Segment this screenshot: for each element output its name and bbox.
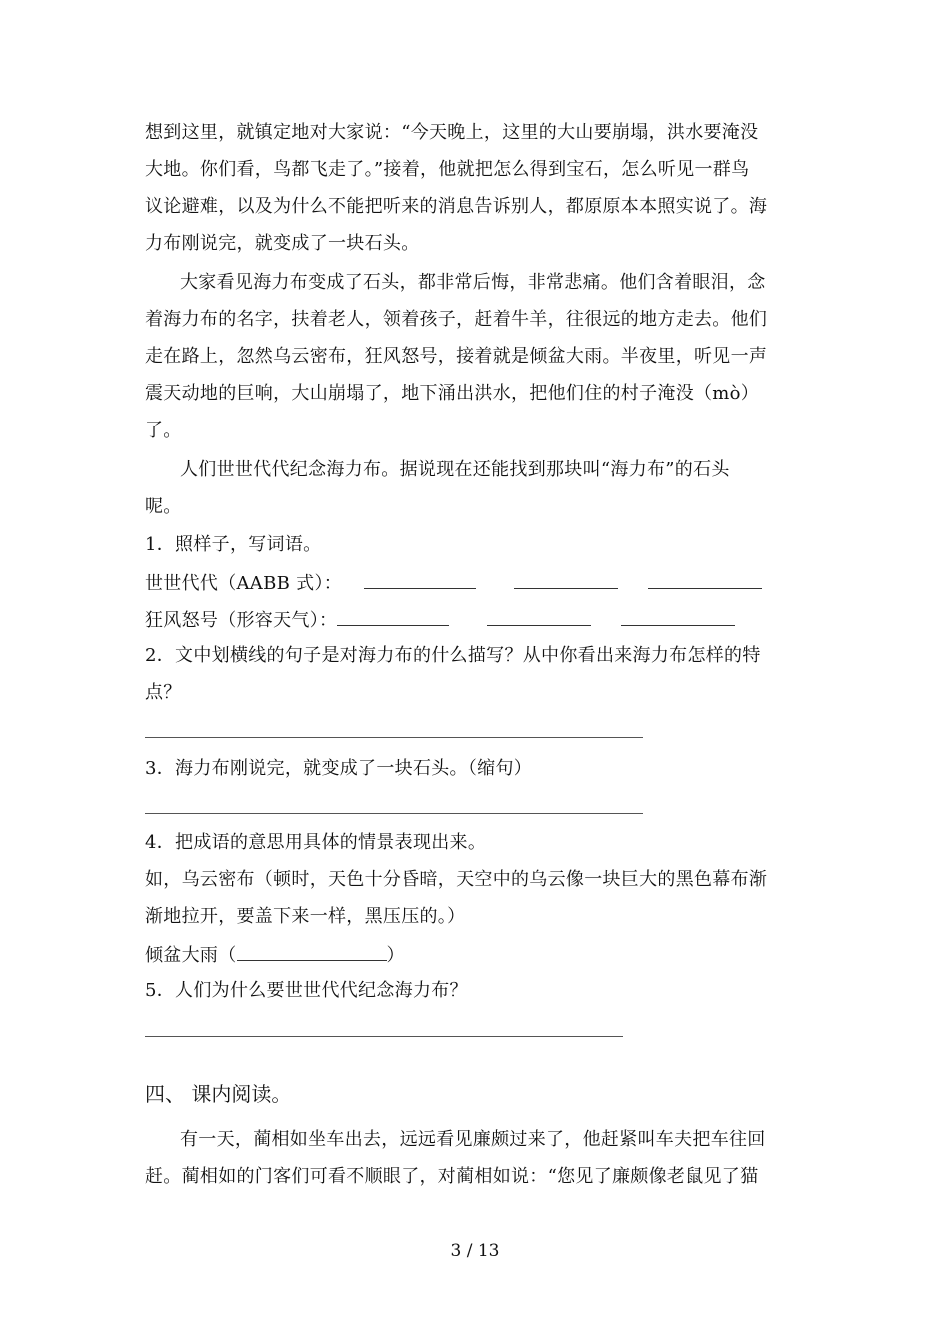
page-number: 3 / 13 <box>450 1241 500 1261</box>
passage-line: 了。 <box>145 420 182 441</box>
passage-line: 震天动地的巨响，大山崩塌了，地下涌出洪水，把他们住的村子淹没（mò） <box>145 383 760 404</box>
answer-blank[interactable] <box>648 570 762 589</box>
question-2-line: 点？ <box>145 682 182 703</box>
answer-blank[interactable] <box>337 607 449 626</box>
answer-blank[interactable] <box>237 942 387 961</box>
section-title: 四、 课内阅读。 <box>145 1082 292 1106</box>
passage-line: 有一天，蔺相如坐车出去，远远看见廉颇过来了，他赶紧叫车夫把车往回 <box>180 1129 766 1150</box>
question-4-task-prefix: 倾盆大雨（ <box>145 945 237 966</box>
passage-line: 人们世世代代纪念海力布。据说现在还能找到那块叫“海力布”的石头 <box>180 459 730 480</box>
question-1-prompt: 1．照样子，写词语。 <box>145 534 322 555</box>
passage-line: 着海力布的名字，扶着老人，领着孩子，赶着牛羊，往很远的地方走去。他们 <box>145 309 768 330</box>
passage-line: 议论避难，以及为什么不能把听来的消息告诉别人，都原原本本照实说了。海 <box>145 196 768 217</box>
answer-blank[interactable] <box>621 607 735 626</box>
question-4-example-line: 如，乌云密布（顿时，天色十分昏暗，天空中的乌云像一块巨大的黑色幕布渐 <box>145 869 768 890</box>
passage-line: 力布刚说完，就变成了一块石头。 <box>145 233 420 254</box>
question-1-row-1-label: 世世代代（AABB 式）： <box>145 573 343 594</box>
passage-line: 呢。 <box>145 496 182 517</box>
passage-line: 想到这里，就镇定地对大家说：“今天晚上，这里的大山要崩塌，洪水要淹没 <box>145 122 759 143</box>
passage-line: 大地。你们看，鸟都飞走了。”接着，他就把怎么得到宝石，怎么听见一群鸟 <box>145 159 750 180</box>
passage-line: 走在路上，忽然乌云密布，狂风怒号，接着就是倾盆大雨。半夜里，听见一声 <box>145 346 768 367</box>
question-1-row-2 <box>145 607 735 633</box>
question-3-prompt: 3．海力布刚说完，就变成了一块石头。（缩句） <box>145 758 533 779</box>
passage-line: 大家看见海力布变成了石头，都非常后悔，非常悲痛。他们含着眼泪，念 <box>180 272 766 293</box>
answer-line[interactable] <box>145 813 643 814</box>
question-2-line: 2．文中划横线的句子是对海力布的什么描写？从中你看出来海力布怎样的特 <box>145 645 761 666</box>
answer-blank[interactable] <box>487 607 591 626</box>
question-1-row-2-label: 狂风怒号（形容天气）： <box>145 610 338 631</box>
answer-blank[interactable] <box>514 570 618 589</box>
question-4-task <box>145 942 405 968</box>
question-4-example-line: 渐地拉开，要盖下来一样，黑压压的。） <box>145 906 466 927</box>
answer-blank[interactable] <box>364 570 476 589</box>
question-4-task-suffix: ） <box>386 945 405 966</box>
question-5-prompt: 5．人们为什么要世世代代纪念海力布？ <box>145 980 468 1001</box>
answer-line[interactable] <box>145 737 643 738</box>
question-1-row-1 <box>145 570 762 596</box>
passage-line: 赶。蔺相如的门客们可看不顺眼了，对蔺相如说：“您见了廉颇像老鼠见了猫 <box>145 1166 759 1187</box>
question-4-prompt: 4．把成语的意思用具体的情景表现出来。 <box>145 832 487 853</box>
answer-line[interactable] <box>145 1036 623 1037</box>
